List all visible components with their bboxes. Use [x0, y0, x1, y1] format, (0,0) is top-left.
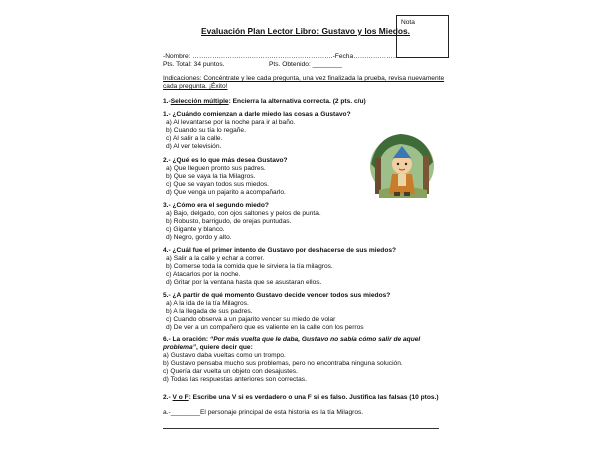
instructions-line-2: cada pregunta. ¡Éxito! — [163, 83, 228, 90]
answer-line — [163, 428, 439, 429]
question-2: 2.- ¿Qué es lo que más desea Gustavo? — [163, 157, 288, 164]
obtained-points: Pts. Obtenido: ________ — [269, 61, 342, 68]
question-3-option: c) Gigante y blanco. — [166, 226, 225, 233]
question-3-option: b) Robusto, barrigudo, de orejas puntudas. — [166, 218, 292, 225]
total-points: Pts. Total: 34 puntos. — [163, 61, 225, 68]
question-5: 5.- ¿A partir de qué momento Gustavo decide vencer todos sus miedos? — [163, 292, 391, 299]
section-1-prefix: 1.- — [163, 98, 171, 105]
question-6-option: c) Quería dar vuelta un objeto con desajustes. — [163, 368, 298, 375]
question-3-option: d) Negro, gordo y alto. — [166, 234, 232, 241]
question-2-option: d) Que venga un pajarito a acompañarlo. — [166, 189, 286, 196]
grade-box — [396, 15, 449, 58]
section-1-instruction: : Encierra la alternativa correcta. (2 pts. c/u) — [228, 98, 366, 105]
question-6-option: a) Gustavo daba vueltas como un trompo. — [163, 352, 286, 359]
question-1: 1.- ¿Cuándo comienzan a darle miedo las cosas a Gustavo? — [163, 111, 351, 118]
question-6-tail: , quiere decir que: — [195, 344, 253, 351]
question-5-option: b) A la llegada de sus padres. — [166, 308, 253, 315]
section-1-heading — [163, 98, 366, 106]
name-date-line: -Nombre: ……………………………………………………….-Fecha…………………. — [163, 53, 402, 60]
question-4: 4.- ¿Cuál fue el primer intento de Gustavo por deshacerse de sus miedos? — [163, 247, 397, 254]
section-2-heading — [163, 394, 439, 402]
question-4-option: c) Atacarlos por la noche. — [166, 271, 241, 278]
section-2-instruction: : Escribe una V si es verdadero o una F si es falso. Justifica las falsas (10 ptos.) — [188, 394, 439, 401]
question-4-option: d) Gritar por la ventana hasta que se asustaran ellos. — [166, 279, 322, 286]
question-4-option: b) Comerse toda la comida que le sirviera la tía milagros. — [166, 263, 333, 270]
question-5-option: a) A la ida de la tía Milagros. — [166, 300, 249, 307]
section-1-title: Selección múltiple — [170, 98, 229, 105]
question-1-option: d) Al ver televisión. — [166, 143, 222, 150]
question-3: 3.- ¿Cómo era el segundo miedo? — [163, 202, 269, 209]
question-6 — [163, 336, 420, 344]
section-2-title: V o F — [172, 394, 189, 401]
question-3-option: a) Bajo, delgado, con ojos saltones y pelos de punta. — [166, 210, 321, 217]
question-5-option: d) De ver a un compañero que es valiente en la calle con los perros — [166, 324, 364, 331]
question-1-option: b) Cuando su tía lo regañe. — [166, 127, 246, 134]
question-1-option: c) Al salir a la calle. — [166, 135, 223, 142]
question-6-quote: “Por más vuelta que le daba, Gustavo no sabía cómo salir de aquel — [209, 336, 421, 343]
question-1-option: a) Al levantarse por la noche para ir al baño. — [166, 119, 296, 126]
gustavo-illustration — [367, 128, 437, 198]
question-5-option: c) Cuando observa a un pajarito vencer su miedo de volar — [166, 316, 336, 323]
question-2-option: a) Que lleguen pronto sus padres. — [166, 165, 266, 172]
question-6-lead: 6.- La oración: — [163, 336, 210, 343]
instructions-line-1: Indicaciones: Concéntrate y lee cada pregunta, una vez finalizada la prueba, revisa nuevamente — [163, 75, 445, 82]
question-6-quote-end: problema” — [163, 344, 196, 351]
question-6-option: d) Todas las respuestas anteriores son correctas. — [163, 376, 307, 383]
grade-box-label: Nota — [401, 19, 415, 26]
question-4-option: a) Salir a la calle y echar a correr. — [166, 255, 265, 262]
true-false-item: a.-________El personaje principal de esta historia es la tía Milagros. — [163, 409, 364, 416]
question-2-option: c) Que se vayan todos sus miedos. — [166, 181, 269, 188]
question-6-option: b) Gustavo pensaba mucho sus problemas, pero no encontraba ninguna solución. — [163, 360, 403, 367]
page-title: Evaluación Plan Lector Libro: Gustavo y los Miedos. — [201, 26, 410, 36]
question-6-continued — [163, 344, 253, 352]
section-2-prefix: 2.- — [163, 394, 173, 401]
question-2-option: b) Que se vaya la tía Milagros. — [166, 173, 256, 180]
